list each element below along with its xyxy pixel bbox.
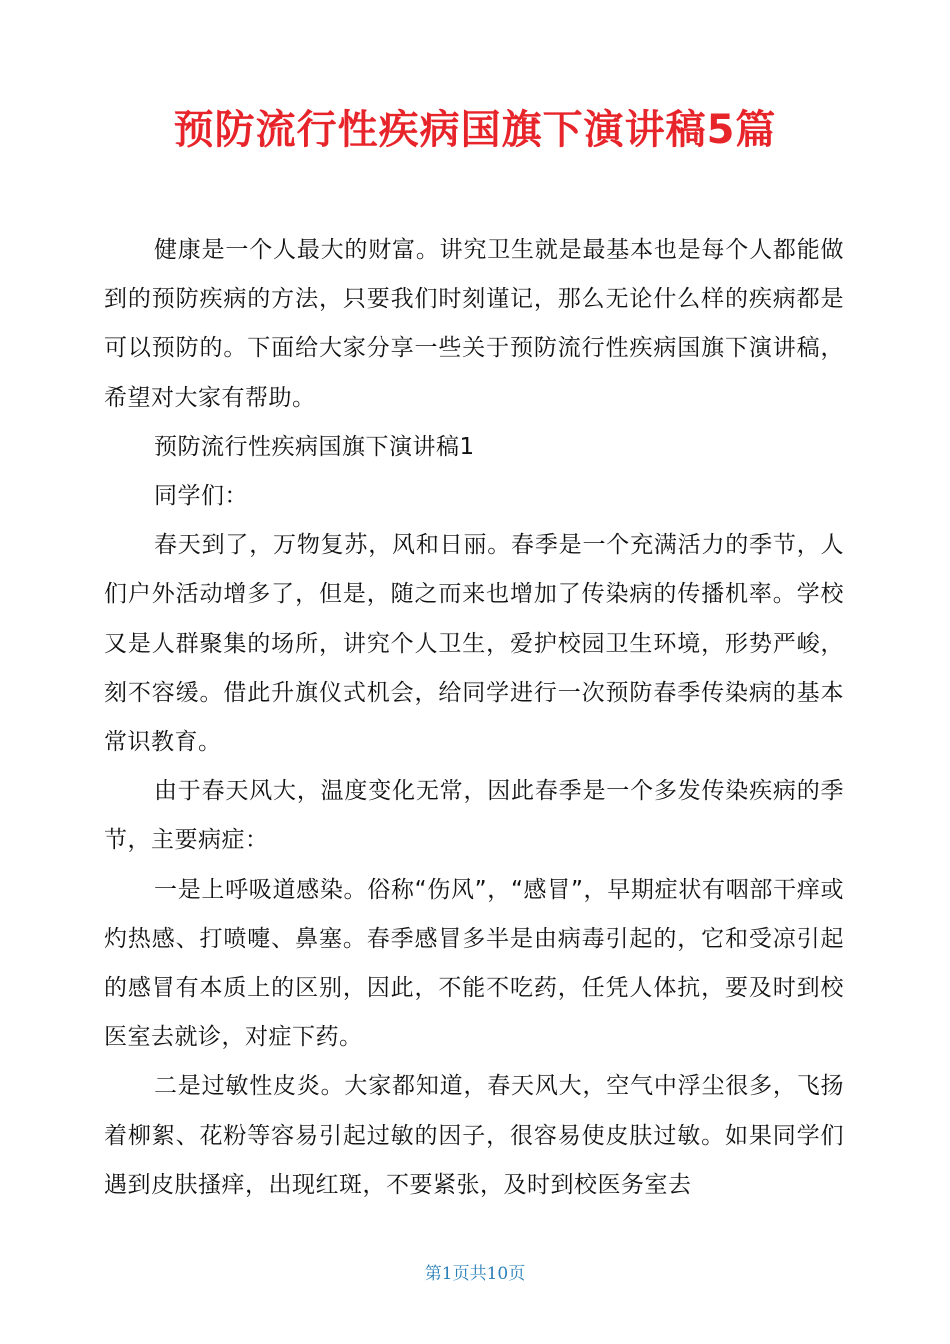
page-number-footer: 第1页共10页	[424, 1264, 526, 1284]
intro-paragraph: 健康是一个人最大的财富。讲究卫生就是最基本也是每个人都能做到的预防疾病的方法，只要我们时刻谨记，那么无论什么样的疾病都是可以预防的。下面给大家分享一些关于预防流行性疾病国旗下演讲稿，希望对大家有帮助。	[104, 237, 844, 411]
body-paragraph: 由于春天风大，温度变化无常，因此春季是一个多发传染疾病的季节，主要病症：	[104, 778, 844, 854]
document-title: 预防流行性疾病国旗下演讲稿5篇	[173, 107, 777, 153]
body-paragraph: 春天到了，万物复苏，风和日丽。春季是一个充满活力的季节，人们户外活动增多了，但是，随之而来也增加了传染病的传播机率。学校又是人群聚集的场所，讲究个人卫生，爱护校园卫生环境，形势严峻，刻不容缓。借此升旗仪式机会，给同学进行一次预防春季传染病的基本常识教育。	[104, 532, 844, 756]
body-paragraph: 一是上呼吸道感染。俗称“伤风”，“感冒”，早期症状有咽部干痒或灼热感、打喷嚏、鼻塞。春季感冒多半是由病毒引起的，它和受凉引起的感冒有本质上的区别，因此，不能不吃药，任凭人体抗，要及时到校医室去就诊，对症下药。	[104, 876, 844, 1051]
salutation: 同学们：	[154, 483, 248, 510]
body-paragraph: 二是过敏性皮炎。大家都知道，春天风大，空气中浮尘很多，飞扬着柳絮、花粉等容易引起过敏的因子，很容易使皮肤过敏。如果同学们遇到皮肤搔痒，出现红斑，不要紧张，及时到校医务室去	[104, 1073, 844, 1198]
section-heading: 预防流行性疾病国旗下演讲稿1	[154, 433, 475, 460]
document-body	[104, 226, 844, 1210]
